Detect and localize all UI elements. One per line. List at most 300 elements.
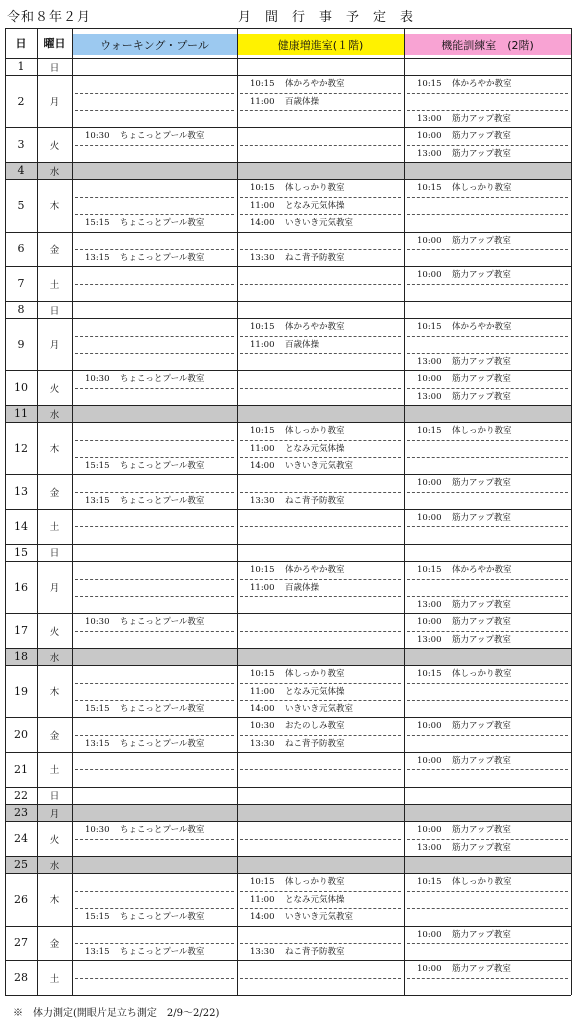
walking-event xyxy=(85,254,204,263)
event-time: 15:15 xyxy=(85,912,110,923)
sub-row-divider xyxy=(75,683,234,684)
day-number: 27 xyxy=(14,936,28,950)
event-name: 筋力アップ教室 xyxy=(452,964,511,975)
sub-row-divider xyxy=(75,440,234,441)
event-time: 13:00 xyxy=(417,356,442,367)
sub-row-divider xyxy=(75,197,234,198)
sub-row-divider xyxy=(407,197,568,198)
walking-event xyxy=(85,219,204,228)
row-border xyxy=(5,127,571,128)
sub-row-divider xyxy=(240,526,401,527)
event-time: 10:30 xyxy=(85,825,110,836)
health-event xyxy=(250,670,345,679)
sub-row-divider xyxy=(240,93,401,94)
row-border xyxy=(5,561,571,562)
row-border xyxy=(5,162,571,163)
health-event xyxy=(250,98,319,107)
event-name: ちょこっとプール教室 xyxy=(120,946,205,957)
sub-row-divider xyxy=(407,769,568,770)
event-name: となみ元気体操 xyxy=(285,200,345,211)
event-name: 体しっかり教室 xyxy=(452,877,512,888)
sub-row-divider xyxy=(407,457,568,458)
event-name: 筋力アップ教室 xyxy=(452,842,511,853)
event-time: 10:00 xyxy=(417,721,442,732)
training-event xyxy=(417,826,511,835)
weekday: 土 xyxy=(49,765,60,777)
health-event xyxy=(250,948,345,957)
sub-row-divider xyxy=(407,839,568,840)
health-event xyxy=(250,896,345,905)
weekday: 月 xyxy=(49,808,60,820)
event-time: 10:15 xyxy=(417,565,442,576)
health-event xyxy=(250,445,345,454)
training-event xyxy=(417,237,511,246)
weekday: 水 xyxy=(49,652,60,664)
event-time: 10:00 xyxy=(417,513,442,524)
event-time: 10:15 xyxy=(250,426,275,437)
health-event xyxy=(250,427,345,436)
training-event xyxy=(417,878,512,887)
sub-row-divider xyxy=(75,336,234,337)
event-name: ちょこっとプール教室 xyxy=(120,218,205,229)
column-border xyxy=(571,28,572,995)
header-training-room: 機能訓練室 (2階) xyxy=(404,34,571,55)
sub-row-divider xyxy=(240,214,401,215)
event-name: 筋力アップ教室 xyxy=(452,617,511,628)
event-time: 13:00 xyxy=(417,391,442,402)
day-number: 21 xyxy=(14,762,28,776)
event-name: ちょこっとプール教室 xyxy=(120,461,205,472)
row-border xyxy=(5,266,571,267)
event-time: 13:30 xyxy=(250,946,275,957)
training-event xyxy=(417,618,511,627)
sub-row-divider xyxy=(407,683,568,684)
sub-row-divider xyxy=(240,839,401,840)
walking-event xyxy=(85,497,204,506)
weekday: 土 xyxy=(49,279,60,291)
sub-row-divider xyxy=(407,336,568,337)
training-event xyxy=(417,132,511,141)
event-time: 13:00 xyxy=(417,599,442,610)
event-name: 筋力アップ教室 xyxy=(452,634,511,645)
column-border xyxy=(72,28,73,995)
sub-row-divider xyxy=(407,943,568,944)
event-time: 15:15 xyxy=(85,703,110,714)
weekday: 水 xyxy=(49,860,60,872)
event-time: 10:30 xyxy=(85,617,110,628)
row-border xyxy=(5,75,571,76)
event-time: 10:00 xyxy=(417,270,442,281)
event-time: 13:15 xyxy=(85,495,110,506)
sub-row-divider xyxy=(240,631,401,632)
health-event xyxy=(250,878,345,887)
sub-row-divider xyxy=(75,769,234,770)
sub-row-divider xyxy=(407,284,568,285)
day-number: 11 xyxy=(14,407,28,421)
sub-row-divider xyxy=(240,249,401,250)
day-number: 25 xyxy=(14,858,28,872)
event-name: 百歳体操 xyxy=(285,582,320,593)
sub-row-divider xyxy=(75,908,234,909)
event-name: 筋力アップ教室 xyxy=(452,721,511,732)
sub-row-divider xyxy=(407,214,568,215)
closed-day-fill xyxy=(72,856,571,873)
day-number: 23 xyxy=(14,806,28,820)
sub-row-divider xyxy=(407,249,568,250)
event-name: ちょこっとプール教室 xyxy=(120,703,205,714)
sub-row-divider xyxy=(407,353,568,354)
event-time: 13:30 xyxy=(250,252,275,263)
sub-row-divider xyxy=(240,978,401,979)
column-border xyxy=(404,28,405,995)
training-event xyxy=(417,393,511,402)
sub-row-divider xyxy=(75,891,234,892)
health-event xyxy=(250,584,319,593)
event-time: 13:30 xyxy=(250,495,275,506)
row-border xyxy=(5,474,571,475)
training-event xyxy=(417,80,512,89)
event-time: 10:15 xyxy=(250,79,275,90)
page-title: 月 間 行 事 予 定 表 xyxy=(238,10,414,25)
sub-row-divider xyxy=(75,249,234,250)
training-event xyxy=(417,722,511,731)
event-name: ちょこっとプール教室 xyxy=(120,912,205,923)
day-number: 8 xyxy=(17,303,25,317)
sub-row-divider xyxy=(240,683,401,684)
event-name: いきいき元気教室 xyxy=(285,461,354,472)
sub-row-divider xyxy=(407,526,568,527)
event-name: 百歳体操 xyxy=(285,96,320,107)
event-name: 筋力アップ教室 xyxy=(452,513,511,524)
sub-row-divider xyxy=(75,631,234,632)
sub-row-divider xyxy=(240,769,401,770)
day-number: 4 xyxy=(17,164,25,178)
event-time: 11:00 xyxy=(250,686,275,697)
training-event xyxy=(417,566,512,575)
event-name: となみ元気体操 xyxy=(285,686,345,697)
event-name: 体かろやか教室 xyxy=(285,79,345,90)
event-name: 筋力アップ教室 xyxy=(452,235,511,246)
weekday: 木 xyxy=(49,444,60,456)
event-name: 体しっかり教室 xyxy=(285,426,345,437)
weekday: 木 xyxy=(49,895,60,907)
health-event xyxy=(250,497,345,506)
weekday: 水 xyxy=(49,166,60,178)
weekday: 火 xyxy=(49,834,60,846)
event-time: 13:15 xyxy=(85,252,110,263)
health-event xyxy=(250,341,319,350)
sub-row-divider xyxy=(75,596,234,597)
sub-row-divider xyxy=(75,93,234,94)
walking-event xyxy=(85,705,204,714)
walking-event xyxy=(85,375,204,384)
column-border xyxy=(5,28,6,995)
event-name: 体かろやか教室 xyxy=(452,322,512,333)
event-time: 10:00 xyxy=(417,929,442,940)
day-number: 2 xyxy=(17,94,25,108)
sub-row-divider xyxy=(240,943,401,944)
day-number: 6 xyxy=(17,242,25,256)
weekday: 土 xyxy=(49,522,60,534)
sub-row-divider xyxy=(240,336,401,337)
weekday: 月 xyxy=(49,340,60,352)
row-border xyxy=(5,301,571,302)
event-time: 10:15 xyxy=(417,426,442,437)
event-time: 10:15 xyxy=(417,669,442,680)
weekday: 月 xyxy=(49,583,60,595)
sub-row-divider xyxy=(75,526,234,527)
sub-row-divider xyxy=(75,943,234,944)
event-time: 13:15 xyxy=(85,738,110,749)
sub-row-divider xyxy=(407,978,568,979)
sub-row-divider xyxy=(240,735,401,736)
event-name: ねこ背予防教室 xyxy=(285,252,345,263)
event-time: 13:00 xyxy=(417,148,442,159)
event-time: 10:15 xyxy=(417,79,442,90)
event-time: 14:00 xyxy=(250,703,275,714)
training-event xyxy=(417,375,511,384)
closed-day-fill xyxy=(72,648,571,665)
header-health-room: 健康増進室(１階) xyxy=(237,34,404,55)
event-time: 10:00 xyxy=(417,374,442,385)
event-time: 10:00 xyxy=(417,964,442,975)
row-border xyxy=(5,405,571,406)
training-event xyxy=(417,323,512,332)
sub-row-divider xyxy=(407,596,568,597)
row-border xyxy=(5,821,571,822)
sub-row-divider xyxy=(407,388,568,389)
event-name: ちょこっとプール教室 xyxy=(120,495,205,506)
walking-event xyxy=(85,948,204,957)
training-event xyxy=(417,670,512,679)
sub-row-divider xyxy=(407,110,568,111)
day-number: 28 xyxy=(14,971,28,985)
sub-row-divider xyxy=(240,353,401,354)
event-time: 11:00 xyxy=(250,200,275,211)
sub-row-divider xyxy=(407,631,568,632)
day-number: 13 xyxy=(14,485,28,499)
event-name: 筋力アップ教室 xyxy=(452,599,511,610)
health-event xyxy=(250,323,345,332)
event-name: 筋力アップ教室 xyxy=(452,131,511,142)
training-event xyxy=(417,514,511,523)
column-border xyxy=(237,28,238,995)
health-event xyxy=(250,740,345,749)
weekday: 木 xyxy=(49,687,60,699)
event-name: 体かろやか教室 xyxy=(285,322,345,333)
health-event xyxy=(250,219,353,228)
event-time: 10:30 xyxy=(250,721,275,732)
event-name: ちょこっとプール教室 xyxy=(120,131,205,142)
row-border xyxy=(5,179,571,180)
weekday: 火 xyxy=(49,140,60,152)
event-time: 10:15 xyxy=(417,183,442,194)
footnote: ※ 体力測定(開眼片足立ち測定 2/9～2/22) xyxy=(13,1008,220,1019)
closed-day-fill xyxy=(72,162,571,179)
training-event xyxy=(417,358,511,367)
sub-row-divider xyxy=(75,388,234,389)
training-event xyxy=(417,150,511,159)
sub-row-divider xyxy=(407,145,568,146)
day-number: 14 xyxy=(14,519,28,533)
training-event xyxy=(417,271,511,280)
event-time: 10:15 xyxy=(417,877,442,888)
sub-row-divider xyxy=(240,492,401,493)
header-weekday: 曜日 xyxy=(43,37,66,50)
sub-row-divider xyxy=(407,908,568,909)
event-time: 10:30 xyxy=(85,131,110,142)
walking-event xyxy=(85,132,204,141)
training-event xyxy=(417,965,511,974)
month-label: 令和８年２月 xyxy=(7,10,92,25)
health-event xyxy=(250,722,345,731)
row-border xyxy=(5,717,571,718)
event-name: いきいき元気教室 xyxy=(285,218,354,229)
sub-row-divider xyxy=(407,440,568,441)
header-walking-pool: ウォーキング・プール xyxy=(72,34,237,55)
event-name: 体しっかり教室 xyxy=(285,669,345,680)
event-time: 10:00 xyxy=(417,235,442,246)
event-time: 13:00 xyxy=(417,842,442,853)
event-name: ちょこっとプール教室 xyxy=(120,252,205,263)
health-event xyxy=(250,913,353,922)
weekday: 日 xyxy=(49,548,60,560)
weekday: 日 xyxy=(49,791,60,803)
sub-row-divider xyxy=(75,457,234,458)
row-border xyxy=(5,509,571,510)
weekday: 金 xyxy=(49,938,60,950)
sub-row-divider xyxy=(240,145,401,146)
sub-row-divider xyxy=(75,214,234,215)
header-day: 日 xyxy=(15,37,27,50)
event-name: 体しっかり教室 xyxy=(285,183,345,194)
event-name: 体かろやか教室 xyxy=(452,79,512,90)
event-name: ちょこっとプール教室 xyxy=(120,617,205,628)
sub-row-divider xyxy=(75,700,234,701)
row-border xyxy=(5,960,571,961)
sub-row-divider xyxy=(407,579,568,580)
health-event xyxy=(250,688,345,697)
event-name: ちょこっとプール教室 xyxy=(120,825,205,836)
day-number: 24 xyxy=(14,832,28,846)
event-name: ちょこっとプール教室 xyxy=(120,374,205,385)
event-time: 14:00 xyxy=(250,461,275,472)
day-number: 17 xyxy=(14,624,28,638)
event-time: 13:00 xyxy=(417,634,442,645)
day-number: 18 xyxy=(14,650,28,664)
sub-row-divider xyxy=(75,735,234,736)
day-number: 5 xyxy=(17,198,25,212)
event-time: 10:00 xyxy=(417,131,442,142)
sub-row-divider xyxy=(407,492,568,493)
event-name: ねこ背予防教室 xyxy=(285,495,345,506)
sub-row-divider xyxy=(75,353,234,354)
training-event xyxy=(417,931,511,940)
sub-row-divider xyxy=(240,891,401,892)
day-number: 20 xyxy=(14,728,28,742)
event-name: となみ元気体操 xyxy=(285,443,345,454)
sub-row-divider xyxy=(240,457,401,458)
event-name: 体しっかり教室 xyxy=(452,183,512,194)
row-border xyxy=(5,873,571,874)
row-border xyxy=(5,665,571,666)
row-border xyxy=(5,926,571,927)
event-time: 11:00 xyxy=(250,443,275,454)
event-name: 筋力アップ教室 xyxy=(452,114,511,125)
event-name: ちょこっとプール教室 xyxy=(120,738,205,749)
event-name: ねこ背予防教室 xyxy=(285,738,345,749)
column-border xyxy=(37,28,38,995)
day-number: 3 xyxy=(17,138,25,152)
weekday: 火 xyxy=(49,383,60,395)
event-time: 10:00 xyxy=(417,478,442,489)
event-time: 13:00 xyxy=(417,114,442,125)
event-time: 10:00 xyxy=(417,617,442,628)
weekday: 水 xyxy=(49,409,60,421)
sub-row-divider xyxy=(407,700,568,701)
event-name: 筋力アップ教室 xyxy=(452,356,511,367)
weekday: 土 xyxy=(49,973,60,985)
day-number: 26 xyxy=(14,892,28,906)
event-time: 10:15 xyxy=(250,322,275,333)
sub-row-divider xyxy=(407,735,568,736)
training-event xyxy=(417,636,511,645)
health-event xyxy=(250,184,345,193)
weekday: 火 xyxy=(49,626,60,638)
event-time: 10:15 xyxy=(250,877,275,888)
row-border xyxy=(5,544,571,545)
training-event xyxy=(417,757,511,766)
training-event xyxy=(417,115,511,124)
sub-row-divider xyxy=(75,978,234,979)
sub-row-divider xyxy=(75,492,234,493)
sub-row-divider xyxy=(75,839,234,840)
day-number: 1 xyxy=(17,60,25,74)
sub-row-divider xyxy=(75,110,234,111)
event-time: 13:30 xyxy=(250,738,275,749)
event-name: 体しっかり教室 xyxy=(285,877,345,888)
event-name: 筋力アップ教室 xyxy=(452,756,511,766)
event-time: 10:15 xyxy=(250,669,275,680)
health-event xyxy=(250,254,345,263)
event-time: 13:15 xyxy=(85,946,110,957)
event-time: 10:15 xyxy=(417,322,442,333)
weekday: 金 xyxy=(49,730,60,742)
event-name: 筋力アップ教室 xyxy=(452,825,511,836)
training-event xyxy=(417,184,512,193)
sub-row-divider xyxy=(240,440,401,441)
day-number: 10 xyxy=(14,381,28,395)
row-border xyxy=(5,318,571,319)
training-event xyxy=(417,479,511,488)
row-border xyxy=(5,804,571,805)
day-number: 12 xyxy=(14,441,28,455)
sub-row-divider xyxy=(240,908,401,909)
sub-row-divider xyxy=(75,284,234,285)
training-event xyxy=(417,844,511,853)
row-border xyxy=(5,752,571,753)
health-event xyxy=(250,705,353,714)
day-number: 22 xyxy=(14,788,28,802)
event-time: 10:00 xyxy=(417,756,442,766)
walking-event xyxy=(85,826,204,835)
event-name: 体かろやか教室 xyxy=(452,565,512,576)
sub-row-divider xyxy=(75,579,234,580)
sub-row-divider xyxy=(75,145,234,146)
sub-row-divider xyxy=(240,110,401,111)
sub-row-divider xyxy=(407,891,568,892)
walking-event xyxy=(85,740,204,749)
